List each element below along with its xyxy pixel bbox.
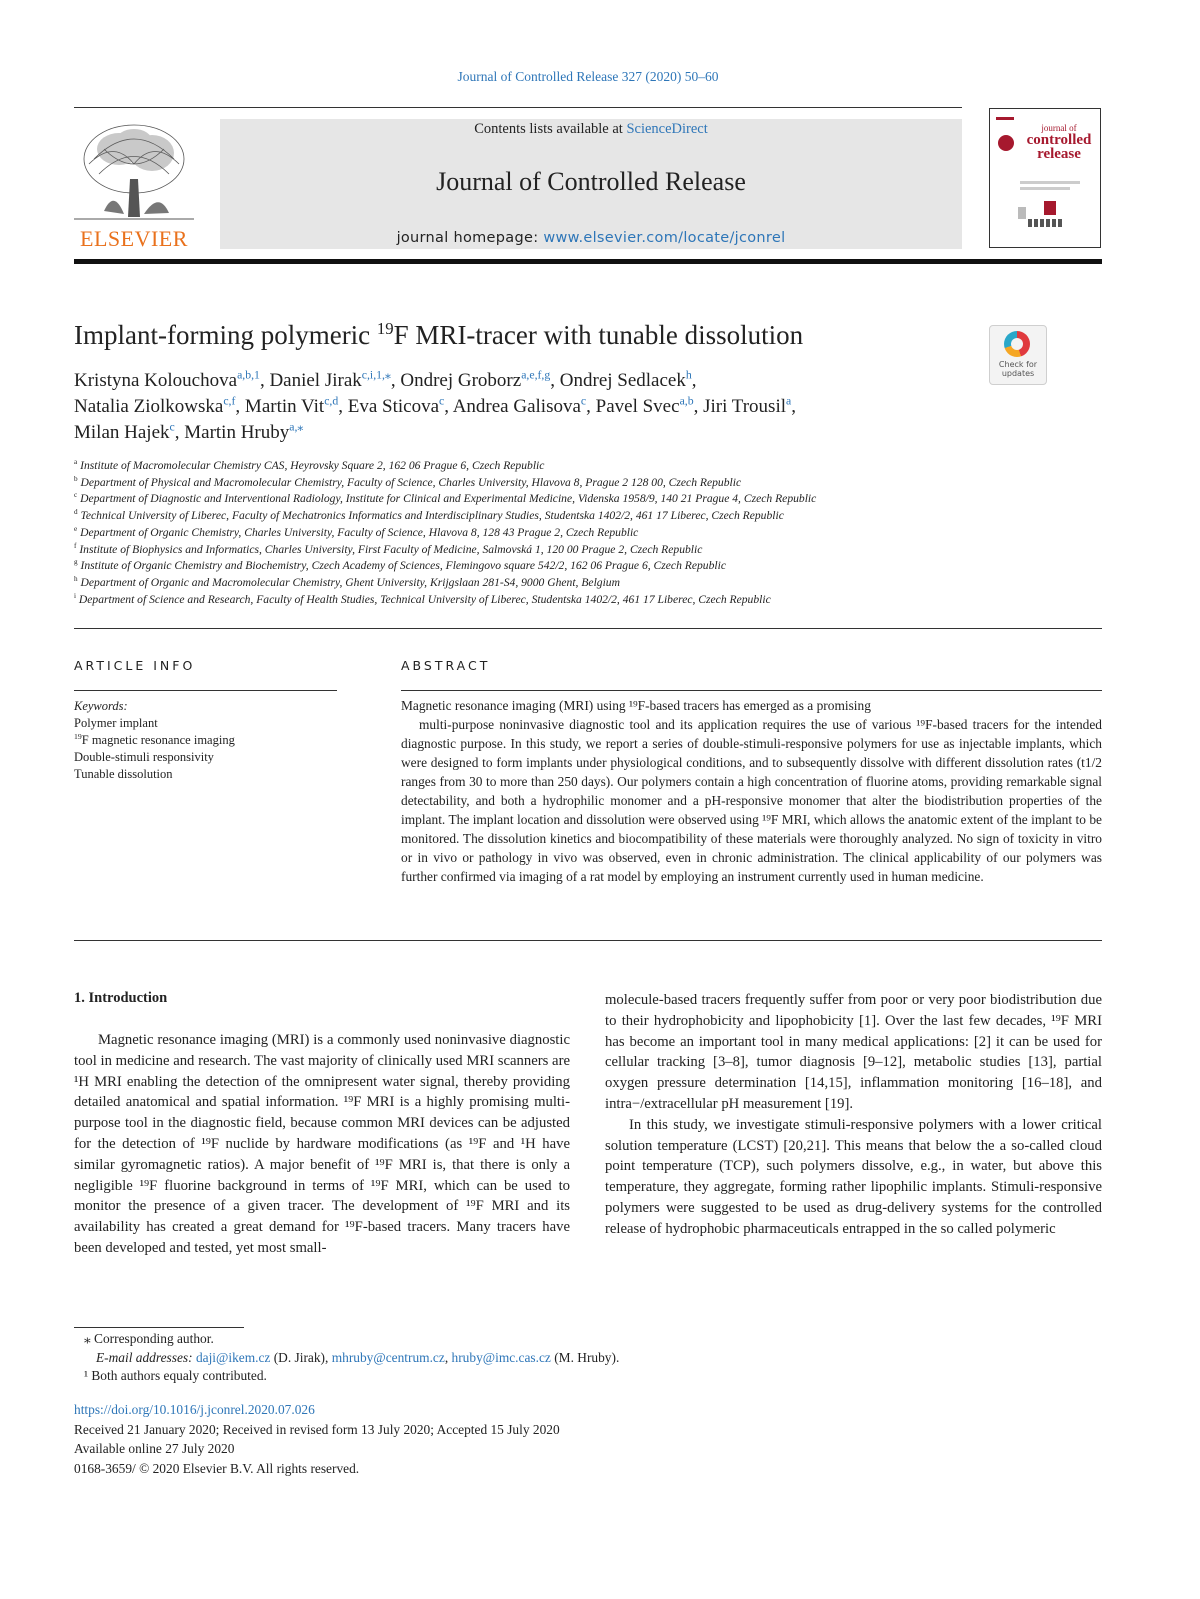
contents-prefix: Contents lists available at [474,121,623,137]
author[interactable]: Andrea Galisova$^c$ [452,394,587,417]
affiliation: $^g$ Institute of Organic Chemistry and Biochemistry, Czech Academy of Sciences, Flemingovo square 542/2, 162 06 Prague 6, Czech Republic [74,558,726,573]
cover-title [1022,123,1096,161]
author[interactable]: Ondrej Groborz$^{a,e,f,g}$ [400,368,551,391]
email-line: E-mail addresses: daji@ikem.cz (D. Jirak), mhruby@centrum.cz, hruby@imc.cas.cz (M. Hruby). [96,1349,620,1365]
copyright: 0168-3659/ © 2020 Elsevier B.V. All rights reserved. [74,1460,360,1476]
affiliation: $^a$ Institute of Macromolecular Chemistry CAS, Heyrovsky Square 2, 162 06 Prague 6, Czech Republic [74,458,545,472]
author[interactable]: Eva Sticova$^c$ [347,394,445,417]
check-for-updates-label: Check for updates [998,360,1038,378]
article-info-rule [74,690,337,691]
author[interactable]: Daniel Jirak$^{c,i,1,⁎}$ [269,368,391,391]
keyword: Tunable dissolution [74,767,173,781]
cover-graphic-icon [1018,201,1080,227]
publication-info [74,1400,560,1478]
paragraph: Magnetic resonance imaging (MRI) is a commonly used noninvasive diagnostic tool in medicine and research. The vast majority of clinically used MRI scanners are ¹H MRI enabling the detection of the omnipresent water signal, thereby providing detailed anatomical and spatial information. ¹⁹F MRI is a highly promising multi-purpose tool in the diagnostic field, because common MRI devices can be adjusted for the detection of ¹⁹F nuclide by hardware modifications (as ¹⁹F and ¹H have similar gyromagnetic ratios). A major benefit of ¹⁹F MRI is, that there is only a negligible ¹⁹F fluorine background in terms of ¹⁹F MRI, which can be used to monitor the presence of a given tracer. The development of ¹⁹F MRI and its availability has created a great demand for ¹⁹F-based tracers. Many tracers have been developed and tested, yet most small- [74,1032,570,1256]
homepage-prefix: journal homepage: [396,230,539,246]
corresponding-note: ⁎ Corresponding author. [84,1331,214,1346]
intro-right-column [605,990,1102,1240]
author[interactable]: Martin Vit$^{c,d}$ [244,394,339,417]
email-link[interactable]: daji@ikem.cz [195,1349,271,1365]
header-thick-rule [74,259,1102,264]
contents-line [220,121,962,138]
paragraph: molecule-based tracers frequently suffer from poor or very poor biodistribution due to their hydrophobicity and lipophobicity [1]. Over the last few decades, ¹⁹F MRI has become an important tool in many medical applications: [2] it can be used for cellular tracking [3–8], tumor diagnosis [9–12], metabolic studies [13], partial oxygen pressure determination [14,15], inflammation monitoring [16–18], and intra−/extracellular pH measurement [19]. [605,992,1102,1112]
cover-text-line [1020,181,1080,184]
journal-title: Journal of Controlled Release [436,167,746,196]
article-info-heading: ARTICLE INFO [74,658,196,673]
affiliation: $^i$ Department of Science and Research, Faculty of Health Studies, Technical University of Liberec, Studentska 1402/2, 461 17 Liberec, Czech Republic [74,591,771,606]
cover-title-main: controlled release [1026,132,1092,162]
author[interactable]: Natalia Ziolkowska$^{c,f}$ [74,394,236,417]
email-label: E-mail addresses: [96,1349,193,1365]
article-title [74,320,803,351]
paragraph: In this study, we investigate stimuli-responsive polymers with a lower critical solution temperature (LCST) [20,21]. This means that below the a so-called cloud point temperature (TCP), such polymers dissolve, e.g., in water, but above this temperature, they aggregate, forming rather lipophilic implants. Stimuli-responsive polymers were suggested to be used as drug-delivery systems for the controlled release of hydrophobic pharmaceuticals entrapped in the so called polymeric [605,1116,1102,1237]
author-list: Kristyna Kolouchova$^{a,b,1}$, Daniel Jirak$^{c,i,1,⁎}$, Ondrej Groborz$^{a,e,f,g}$, Ondrej Sedlacek$^h$, Natalia Ziolkowska$^{c,f}$, Martin Vit$^{c,d}$, Eva Sticova$^c$, Andrea Galisova$^c$, Pavel Svec$^{a,b}$, Jiri Trousil$^a$, Milan Hajek$^c$, Martin Hruby$^{a,⁎}$ [74,368,796,443]
cover-title-small: journal of [1041,123,1077,133]
abstract-first-line: Magnetic resonance imaging (MRI) using ¹⁹F-based tracers has emerged as a promising [401,698,871,713]
title-superscript: 19 [376,319,394,338]
homepage-line [220,230,962,246]
affiliation: $^c$ Department of Diagnostic and Interventional Radiology, Institute for Clinical and Experimental Medicine, Videnska 1958/9, 140 21 Prague 4, Czech Republic [74,491,817,506]
keyword: Double-stimuli responsivity [74,750,214,764]
abstract-body: multi-purpose noninvasive diagnostic tool and its application requires the use of various ¹⁹F-based tracers for the intended diagnostic purpose. In this study, we report a series of double-stimuli-responsive polymers for use as injectable implants, which were designed to form implants under physiological conditions, and to subsequently dissolve with different dissolution rates (t1/2 ranges from 30 to more than 250 days). Our polymers contain a high concentration of fluorine atoms, providing remarkable signal detectability, and both a hydrophilic monomer and a pH-responsive monomer that alter the biodistribution properties of the implant. The implant location and dissolution were observed using ¹⁹F MRI, which allows the anatomic extent of the implant to be monitored. The dissolution kinetics and biocompatibility of these materials were thoroughly analyzed. No sign of toxicity in vitro or in vivo or pathology in vivo was observed, even in chronic administration. The clinical applicability of our polymers was further confirmed via imaging of a rat model by employing an instrument currently used in human medicine. [401,717,1102,884]
available-online: Available online 27 July 2020 [74,1441,235,1456]
abstract-rule [401,690,1102,691]
author[interactable]: Martin Hruby$^{a,⁎}$ [184,420,304,443]
affiliation: $^d$ Technical University of Liberec, Faculty of Mechatronics Informatics and Interdisciplinary Studies, Studentska 1402/2, 461 17 Liberec, Czech Republic [74,508,784,523]
footnotes [74,1330,619,1386]
equal-contribution-note: ¹ Both authors equaly contributed. [84,1368,267,1383]
intro-left-column [74,1030,570,1259]
abstract-heading: ABSTRACT [401,658,491,673]
author[interactable]: Jiri Trousil$^a$ [703,394,792,417]
journal-cover-thumbnail[interactable] [989,108,1101,248]
email-link[interactable]: mhruby@centrum.cz [331,1349,445,1365]
affiliation-list [74,458,1104,608]
sciencedirect-link[interactable]: ScienceDirect [626,121,708,137]
affiliation: $^h$ Department of Organic and Macromolecular Chemistry, Ghent University, Krijgslaan 281-S4, 9000 Ghent, Belgium [74,575,620,589]
affiliation: $^e$ Department of Organic Chemistry, Charles University, Faculty of Science, Hlavova 8, 128 43 Prague 2, Czech Republic [74,524,639,539]
keyword: $^{19}$F magnetic resonance imaging [74,731,235,747]
doi-link[interactable]: https://doi.org/10.1016/j.jconrel.2020.07.026 [74,1402,315,1417]
section-rule [74,628,1102,629]
affiliation: $^b$ Department of Physical and Macromolecular Chemistry, Faculty of Science, Charles University, Hlavova 8, Prague 2 128 00, Czech Republic [74,474,742,489]
author[interactable]: Kristyna Kolouchova$^{a,b,1}$ [74,368,260,391]
section-rule [74,940,1102,941]
footnote-rule [74,1327,244,1328]
abstract-text [401,696,1102,886]
keyword: Polymer implant [74,716,158,730]
author[interactable]: Milan Hajek$^c$ [74,420,175,443]
keywords-label: Keywords: [74,699,128,713]
elsevier-wordmark[interactable]: ELSEVIER [80,226,188,251]
received-dates: Received 21 January 2020; Received in revised form 13 July 2020; Accepted 15 July 2020 [74,1421,560,1437]
journal-banner [220,119,962,249]
author[interactable]: Ondrej Sedlacek$^h$ [559,368,692,391]
journal-reference[interactable]: Journal of Controlled Release 327 (2020) 50–60 [457,69,719,84]
email-link[interactable]: hruby@imc.cas.cz [451,1349,551,1365]
cover-bar [996,117,1014,120]
introduction-heading: 1. Introduction [74,990,168,1006]
title-text-1: Implant-forming polymeric [74,320,377,350]
top-rule [74,107,962,108]
updates-ring-icon [1004,331,1030,357]
cover-text-line [1020,187,1070,190]
affiliation: $^f$ Institute of Biophysics and Informatics, Charles University, First Faculty of Medicine, Salmovská 1, 120 00 Prague 2, Czech Republic [74,541,703,556]
keywords-block [74,698,235,783]
cover-logo-icon [998,135,1014,151]
title-text-2: F MRI-tracer with tunable dissolution [393,320,804,350]
author[interactable]: Pavel Svec$^{a,b}$ [595,394,694,417]
homepage-link[interactable]: www.elsevier.com/locate/jconrel [543,230,786,246]
